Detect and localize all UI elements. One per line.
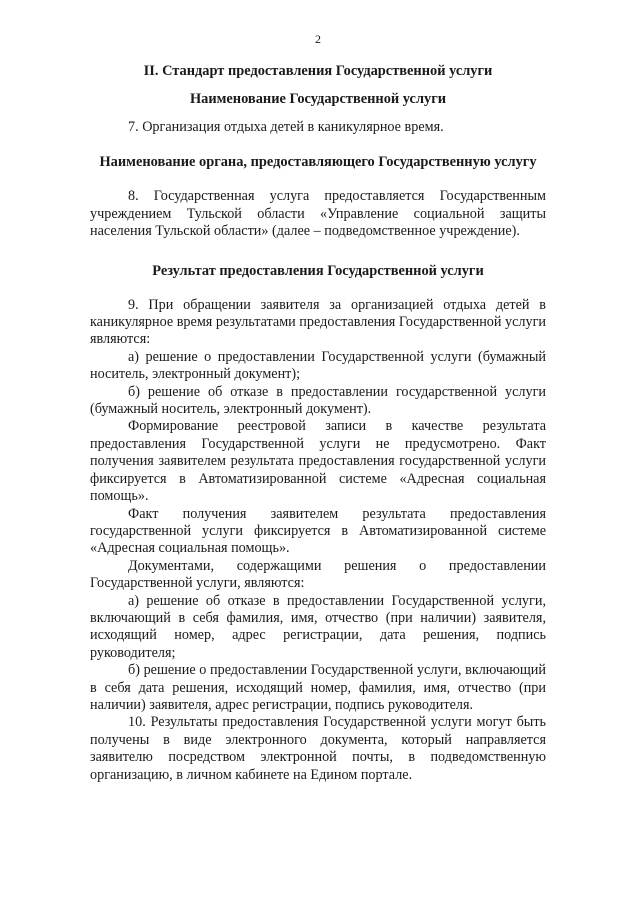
- result-paragraph-9: 9. При обращении заявителя за организацией отдыха детей в каникулярное время результатами предоставления Государственной услуги являются:: [90, 296, 547, 348]
- refusal-decision-item: а) решение об отказе в предоставлении Государственной услуги, включающий в себя фамилия, имя, отчество (при наличии) заявителя, исходящий номер, адрес регистрации, дата решения, подпись руководителя;: [90, 592, 546, 661]
- service-name-heading: Наименование Государственной услуги: [189, 91, 447, 107]
- result-paragraph-10: 10. Результаты предоставления Государственной услуги могут быть получены в виде электронного документа, который направляется заявителю посредством электронной почты, в подведомственную организацию, в личном кабинете на Едином портале.: [90, 714, 546, 783]
- page-number: 2: [315, 32, 321, 46]
- section-title: II. Стандарт предоставления Государственной услуги: [143, 63, 493, 79]
- registry-record-paragraph: Формирование реестровой записи в качестве результата предоставления Государственной услуги не предусмотрено. Факт получения заявителем результата предоставления государственной услуги фиксируется в Автоматизированной системе «Адресная социальная помощь».: [90, 418, 546, 505]
- page-content: [90, 32, 546, 784]
- result-heading: Результат предоставления Государственной услуги: [152, 262, 484, 279]
- approval-decision-item: б) решение о предоставлении Государственной услуги, включающий в себя дата решения, исходящий номер, фамилия, имя, отчество (при наличии) заявителя, адрес регистрации, подпись руководителя.: [90, 662, 546, 713]
- decision-documents-paragraph: Документами, содержащими решения о предоставлении Государственной услуги, являются:: [90, 557, 546, 592]
- result-item-b: б) решение об отказе в предоставлении государственной услуги (бумажный носитель, электронный документ).: [90, 383, 546, 418]
- organ-paragraph: 8. Государственная услуга предоставляется Государственным учреждением Тульской области «Управление социальной защиты населения Тульской области» (далее – подведомственное учреждение).: [90, 188, 546, 240]
- organ-heading: Наименование органа, предоставляющего Государственную услугу: [99, 154, 537, 171]
- result-fact-paragraph: Факт получения заявителем результата предоставления государственной услуги фиксируется в Автоматизированной системе «Адресная социальная помощь».: [90, 505, 546, 557]
- service-name-paragraph: 7. Организация отдыха детей в каникулярное время.: [128, 119, 444, 135]
- result-item-a: а) решение о предоставлении Государственной услуги (бумажный носитель, электронный документ);: [90, 348, 546, 383]
